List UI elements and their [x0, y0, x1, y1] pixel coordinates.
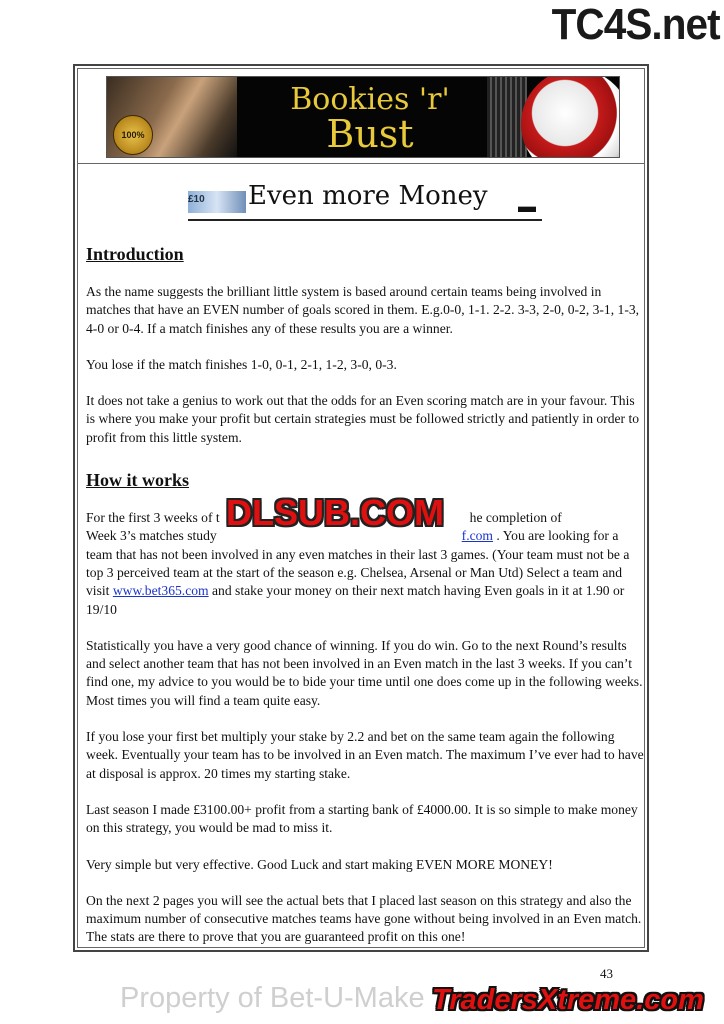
- how-p1-part-c: Week 3’s matches study: [86, 528, 217, 544]
- section-heading-image: [188, 181, 542, 221]
- page-number: 43: [600, 966, 613, 981]
- intro-paragraph-1: As the name suggests the brilliant little system is based around certain teams being involved in matches that have an EVEN number of goals scored in them. E.g.0-0, 1-1. 2-2. 3-3, 2-0, 0-2, 3-1, 1-3, 4-0 or 0-4. If a match finishes any of these results you are a winner.: [86, 284, 640, 336]
- how-it-works-heading: How it works: [86, 470, 189, 491]
- football-icon: [521, 76, 620, 158]
- banknote-icon: £10: [188, 191, 246, 213]
- header-row: [78, 69, 644, 164]
- how-paragraph-3: If you lose your first bet multiply your stake by 2.2 and bet on the same team again the following week. Eventually your team has to be involved in an Even match. The maximum I’ve ever had to have at disposal is approx. 20 times my starting stake.: [86, 729, 644, 781]
- how-p1-part-e: and stake your money on their next match having Even goals in it at 1.90 or 19/10: [86, 583, 625, 617]
- car-icon: ▬: [518, 196, 536, 216]
- intro-paragraph-2: You lose if the match finishes 1-0, 0-1, 2-1, 1-2, 3-0, 0-3.: [86, 356, 397, 372]
- dlsub-watermark-stamp: DLSUB.COM: [226, 492, 444, 533]
- tradersxtreme-watermark: TradersXtreme.com: [432, 984, 704, 1016]
- guarantee-seal-icon: 100%: [113, 115, 153, 155]
- banner-image: [106, 76, 620, 158]
- intro-paragraph-3: It does not take a genius to work out that the odds for an Even scoring match are in your favour. This is where you make your profit but certain strategies must be followed strictly and patiently in order to profit from this little system.: [86, 393, 640, 445]
- banner-title-line2: Bust: [326, 112, 414, 156]
- bet365-link[interactable]: www.bet365.com: [112, 583, 209, 599]
- heading-image-text: Even more Money: [248, 181, 488, 211]
- how-p1-part-b: he completion of: [469, 510, 562, 526]
- site-watermark-top: TC4S.net: [551, 0, 720, 49]
- property-watermark: Property of Bet-U-Make: [120, 982, 425, 1014]
- banner-title-line1: Bookies 'r': [290, 82, 450, 117]
- how-paragraph-2: Statistically you have a very good chance of winning. If you do win. Go to the next Round’s results and select another team that has not been involved in an Even match in the last 3 weeks. If you can’t find one, my advice to you would be to bide your time until one does come up in the following weeks. Most times you will find a team quite easy.: [86, 637, 643, 708]
- page-content: [86, 181, 644, 947]
- how-p1-part-a: For the first 3 weeks of t: [86, 510, 220, 526]
- how-paragraph-5: Very simple but very effective. Good Luck and start making EVEN MORE MONEY!: [86, 856, 553, 872]
- introduction-heading: Introduction: [86, 244, 184, 264]
- how-paragraph-6: On the next 2 pages you will see the actual bets that I placed last season on this strategy and also the maximum number of consecutive matches teams have gone without being involved in an Even match. The stats are there to prove that you are guaranteed profit on this one!: [86, 892, 642, 945]
- how-paragraph-4: Last season I made £3100.00+ profit from a starting bank of £4000.00. It is so simple to make money on this strategy, you would be mad to miss it.: [86, 801, 638, 836]
- results-link[interactable]: f.com: [461, 528, 494, 544]
- banner-title: [255, 79, 485, 156]
- how-p1-part-d: . You are looking for a team that has not been involved in any even matches in their last 3 games. (Your team must not be a top 3 perceived team at the start of the season e.g. Chelsea, Arsenal or Man Utd) Select a team and visit: [86, 528, 630, 599]
